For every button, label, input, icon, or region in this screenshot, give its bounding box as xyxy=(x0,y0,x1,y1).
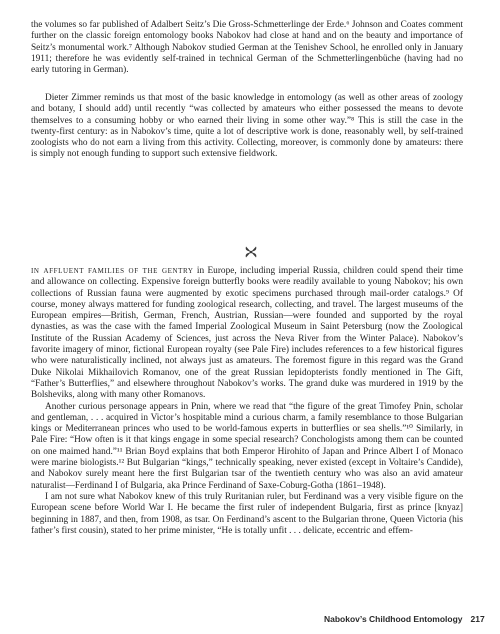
running-head: Nabokov’s Childhood Entomology xyxy=(324,614,463,624)
section-lead-in: in affluent families of the gentry xyxy=(31,266,194,276)
paragraph-affluent-families xyxy=(31,266,463,402)
paragraph-continuation: the volumes so far published of Adalbert Seitz’s Die Gross-Schmetterlinge der Erde.⁶ Johnson and Coates comment further on the classic foreign entomology books Nabokov had close at hand and on the beauty and importance of Seitz’s monumental work.⁷ Although Nabokov studied German at the Tenishev School, he enrolled only in January 1911; therefore he was evidently self-trained in technical German of the Schmetterlingenbüche (having had no early tutoring in German). xyxy=(31,20,463,76)
paragraph-affluent-body: in Europe, including imperial Russia, children could spend their time and allowance on collecting. Expensive foreign butterfly books were readily available to young Nabokov; his own collections of Russian fauna were augmented by exotic specimens purchased through mail-order catalogs.⁹ Of course, money always mattered for funding zoological research, collecting, and travel. The largest museums of the European empires—British, German, French, Austrian, Russian—were founded and supported by the royal dynasties, as was the case with the famed Imperial Zoological Museum in Saint Petersburg (now the Zoological Institute of the Russian Academy of Sciences, just across the Neva River from the Winter Palace). Nabokov’s favorite imagery of minor, fictional European royalty (see Pale Fire) includes references to a few historical figures who were naturalistically inclined, not always just as amateurs. The foremost figure in this regard was the Grand Duke Nikolai Mikhailovich Romanov, one of the great Russian lepidopterists fondly mentioned in The Gift, “Father’s Butterflies,” and elsewhere throughout Nabokov’s works. The grand duke was murdered in 1919 by the Bolsheviks, along with many other Romanovs. xyxy=(31,266,463,401)
section-body xyxy=(31,266,463,537)
paragraph-zimmer: Dieter Zimmer reminds us that most of the basic knowledge in entomology (as well as other areas of zoology and botany, I should add) until recently “was collected by amateurs who either possessed the means to devote themselves to a consuming hobby or who earned their living in some other way.”⁸ This is still the case in the twenty-first century: as in Nabokov’s time, quite a lot of descriptive work is done, reasonably well, by self-trained zoologists who do not earn a living from this activity. Collecting, moreover, is commonly done by amateurs: there is simply not enough funding to support such extensive fieldwork. xyxy=(31,93,463,160)
paragraph-pnin: Another curious personage appears in Pnin, where we read that “the figure of the great Timofey Pnin, scholar and gentleman, . . . acquired in Victor’s hospitable mind a curious charm, a family resemblance to those Bulgarian kings or Mediterranean princes who used to be world-famous experts in butterflies or sea shells.”¹⁰ Similarly, in Pale Fire: “How often is it that kings engage in some special research? Conchologists among them can be counted on one maimed hand.”¹¹ Brian Boyd explains that both Emperor Hirohito of Japan and Prince Albert I of Monaco were marine biologists.¹² But Bulgarian “kings,” technically speaking, never existed (except in Voltaire’s Candide), and Nabokov surely meant here the first Bulgarian tsar of the twentieth century who was also an avid amateur naturalist—Ferdinand I of Bulgaria, aka Prince Ferdinand of Saxe-Coburg-Gotha (1861–1948). xyxy=(31,401,463,491)
paragraph-ferdinand: I am not sure what Nabokov knew of this truly Ruritanian ruler, but Ferdinand was a very visible figure on the European scene before World War I. He became the first ruler of independent Bulgaria, first as prince [knyaz] beginning in 1887, and then, from 1908, as tsar. On Ferdinand’s ascent to the Bulgarian throne, Queen Victoria (his father’s first cousin), stated to her prime minister, “He is totally unfit . . . delicate, eccentric and effem- xyxy=(31,491,463,536)
page-footer xyxy=(324,614,485,624)
page-number: 217 xyxy=(470,614,485,624)
fleuron-icon xyxy=(244,245,258,259)
